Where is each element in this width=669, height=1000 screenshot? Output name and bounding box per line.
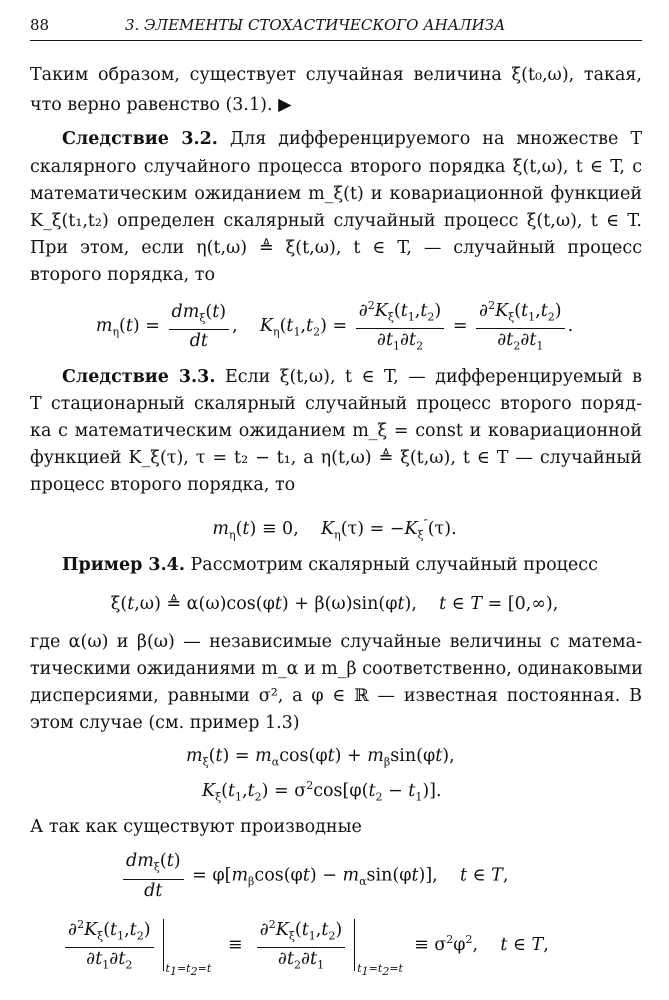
equation-4b: $K_\xi(t_1,t_2) = \sigma^2\cos[\varphi(t_2 - t_1)]$. — [202, 779, 442, 804]
text-line: этом случае (см. пример 1.3) — [30, 713, 300, 733]
text-span: Рассмотрим скалярный случайный процесс — [190, 555, 598, 575]
text-span: Для дифференцируемого на множестве T — [229, 129, 643, 149]
text-line: второго порядка, то — [30, 265, 216, 285]
example-3-4-label: Пример 3.4. — [62, 555, 185, 575]
running-title: 3. ЭЛЕМЕНТЫ СТОХАСТИЧЕСКОГО АНАЛИЗА — [125, 16, 506, 34]
corollary-3-2-line — [62, 124, 642, 154]
equation-2: $m_\eta(t) \equiv 0$, $K_\eta(\tau) = -K_\xi''(\tau)$. — [212, 517, 457, 542]
page-number: 88 — [30, 16, 50, 34]
text-line: ка с математическим ожиданием m_ξ = const и ковариационной — [30, 421, 642, 441]
text-line: А так как существуют производные — [30, 817, 362, 837]
text-line: функцией K_ξ(τ), τ = t₂ − t₁, а η(t,ω) ≜ ξ̇(t,ω), t ∈ T — случайный — [30, 448, 642, 468]
equation-1: $m_\eta(t)$ = $dm_\xi(t)$ dt , $K_\eta(t_1,t_2)$ = $\frac{\partial^2K_\xi(t_1,t_2)}{\partial t_1\partial t_2}$ = $\frac{\partial^2K_\xi(t_1,t_2)}{\partial t_2\partial t_1}$ . — [0, 295, 669, 358]
text-line: математическим ожиданием m_ξ(t) и ковариационной функцией — [30, 184, 642, 204]
running-header — [30, 14, 642, 41]
text-line: T стационарный скалярный случайный процесс второго поряд- — [30, 394, 642, 414]
text-line: дисперсиями, равными σ², а φ ∈ ℝ — известная постоянная. В — [30, 686, 642, 706]
corollary-3-2-label: Следствие 3.2. — [62, 129, 218, 149]
equation-6: $\frac{\partial^2K_\xi(t_1,t_2)}{\partial t_1\partial t_2}$ $_{t_1=t_2=t}$ ≡ $\frac{\partial^2K_\xi(t_1,t_2)}{\partial t_2\partial t_1}$ $_{t_1=t_2=t} \equiv \sigma^2\varphi^2$, t ∈ T, — [62, 914, 549, 977]
equation-5: $dm_\xi(t)$ dt = $\varphi[m_\beta\cos(\varphi t) - m_\alpha\sin(\varphi t)]$, t ∈ T, — [120, 850, 508, 902]
text-line: Таким образом, существует случайная величина ξ̇(t₀,ω), такая, — [30, 65, 642, 85]
corollary-3-3-label: Следствие 3.3. — [62, 367, 216, 387]
equation-3: ξ(t,ω) ≜ α(ω)cos(φt) + β(ω)sin(φt), t ∈ T = [0,∞), — [110, 594, 559, 614]
text-line: При этом, если η(t,ω) ≜ ξ̇(t,ω), t ∈ T, — случайный процесс — [30, 238, 642, 258]
text-line: K_ξ(t₁,t₂) определен скалярный случайный процесс ξ̇(t,ω), t ∈ T. — [30, 211, 642, 231]
corollary-3-3-line — [62, 362, 642, 392]
text-span: Если ξ(t,ω), t ∈ T, — дифференцируемый в — [224, 367, 642, 387]
text-line: что верно равенство (3.1). ▶ — [30, 95, 292, 115]
example-3-4-line — [62, 550, 642, 580]
text-line: скалярного случайного процесса второго порядка ξ(t,ω), t ∈ T, с — [30, 157, 642, 177]
text-line: процесс второго порядка, то — [30, 475, 296, 495]
equation-4a: $m_\xi(t) = m_\alpha\cos(\varphi t) + m_\beta\sin(\varphi t)$, — [186, 746, 455, 769]
text-line: где α(ω) и β(ω) — независимые случайные величины с матема- — [30, 632, 642, 652]
text-line: тическими ожиданиями m_α и m_β соответственно, одинаковыми — [30, 659, 643, 679]
